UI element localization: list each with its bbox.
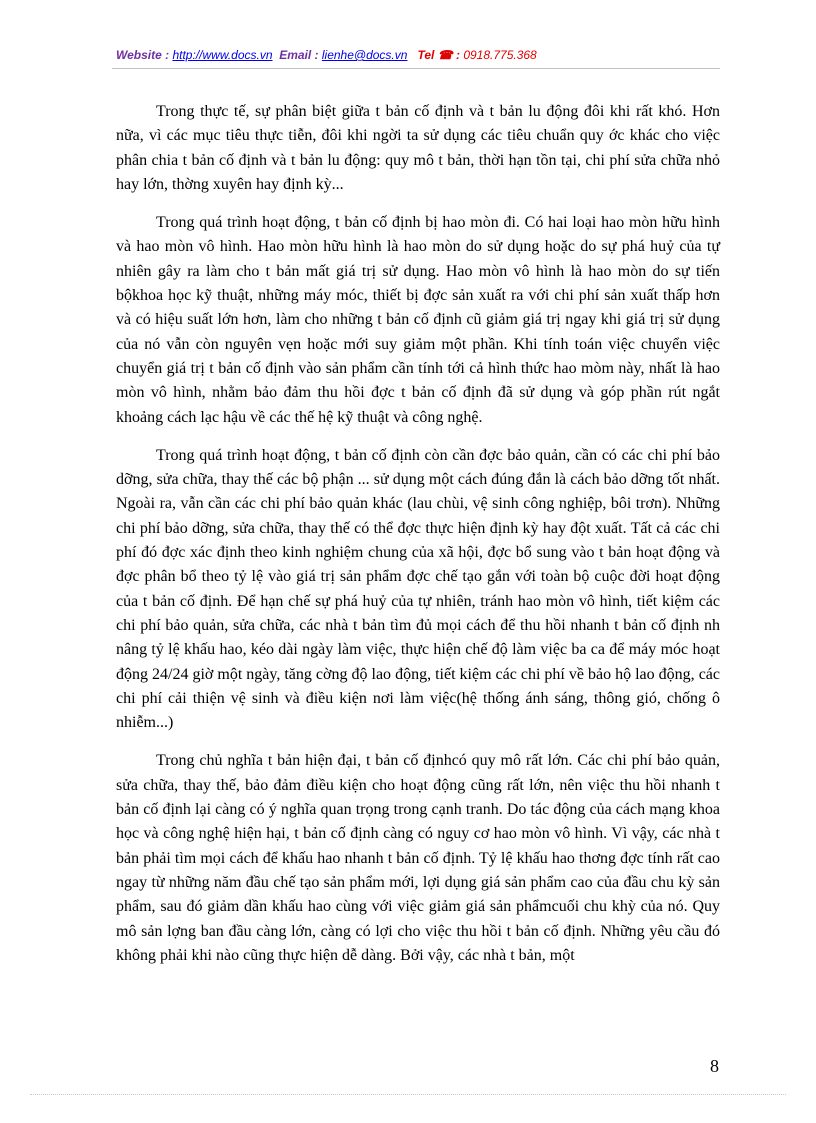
- tel-label: Tel ☎ :: [417, 48, 464, 62]
- paragraph: Trong chủ nghĩa t bản hiện đại, t bản cố địnhcó quy mô rất lớn. Các chi phí bảo quản, sửa chữa, thay thế, bảo đảm điều kiện cho hoạt động cũng rất lớn, nên việc thu hồi nhanh t bản cố định lại càng có ý nghĩa quan trọng trong cạnh tranh. Do tác động của cách mạng khoa học và công nghệ hiện hại, t bản cố định càng có nguy cơ hao mòn vô hình. Vì vậy, các nhà t bản phải tìm mọi cách để khấu hao nhanh t bản cố định. Tỷ lệ khấu hao thơng đợc tính rất cao ngay từ những năm đầu chế tạo sản phẩm mới, lợi dụng giá sản phẩm cao của đầu chu kỳ sản phẩm, sau đó giảm dần khấu hao cùng với việc giảm giá sản phẩmcuối chu khỳ của nó. Quy mô sản lợng ban đầu càng lớn, càng có lợi cho việc thu hồi t bản cố định. Những yêu cầu đó không phải khi nào cũng thực hiện dễ dàng. Bởi vậy, các nhà t bản, một: [116, 752, 720, 964]
- email-link[interactable]: lienhe@docs.vn: [321, 48, 408, 62]
- tel-value: 0918.775.368: [463, 48, 537, 62]
- email-label: Email :: [279, 48, 322, 62]
- website-link[interactable]: http://www.docs.vn: [172, 48, 273, 62]
- paragraph: Trong thực tế, sự phân biệt giữa t bản cố định và t bản lu động đôi khi rất khó. Hơn nữa, vì các mục tiêu thực tiễn, đôi khi ngời ta sử dụng các tiêu chuẩn quy ớc khác cho việc phân chia t bản cố định và t bản lu động: quy mô t bản, thời hạn tồn tại, chi phí sửa chữa nhỏ hay lớn, thờng xuyên hay định kỳ...: [116, 103, 720, 193]
- page-body: [116, 100, 720, 982]
- header-divider: [112, 68, 720, 69]
- paragraph: Trong quá trình hoạt động, t bản cố định bị hao mòn đi. Có hai loại hao mòn hữu hình và hao mòn vô hình. Hao mòn hữu hình là hao mòn do sử dụng hoặc do sự phá huỷ của tự nhiên gây ra làm cho t bản mất giá trị sử dụng. Hao mòn vô hình là hao mòn do sự tiến bộkhoa học kỹ thuật, những máy móc, thiết bị đợc sản xuất ra với chi phí sản xuất thấp hơn và có hiệu suất lớn hơn, làm cho những t bản cố định cũ giảm giá trị ngay khi giá trị sử dụng của nó vẫn còn nguyên vẹn hoặc mới suy giảm một phần. Khi tính toán việc chuyển việc chuyển giá trị t bản cố định vào sản phẩm cần tính tới cả hình thức hao mòm này, nhất là hao mòn vô hình, nhằm bảo đảm thu hồi đợc t bản cố định đã sử dụng và góp phần rút ngắt khoảng cách lạc hậu về các thế hệ kỹ thuật và công nghệ.: [116, 214, 720, 426]
- page-header: [116, 48, 537, 62]
- website-label: Website :: [116, 48, 173, 62]
- page-bottom-divider: [30, 1094, 786, 1095]
- page-number: 8: [710, 1056, 719, 1076]
- paragraph: Trong quá trình hoạt động, t bản cố định còn cần đợc bảo quản, cần có các chi phí bảo dỡng, sửa chữa, thay thế các bộ phận ... sử dụng một cách đúng đắn là cách bảo dỡng tốt nhất. Ngoài ra, vẫn cần các chi phí bảo quản khác (lau chùi, vệ sinh công nghiệp, bôi trơn). Những chi phí bảo dỡng, sửa chữa, thay thế có thể đợc thực hiện định kỳ hay đột xuất. Tất cả các chi phí đó đợc xác định theo kinh nghiệm chung của xã hội, đợc bổ sung vào t bản hoạt động và đợc phân bổ theo tỷ lệ vào giá trị sản phẩm đợc chế tạo gắn với toàn bộ cuộc đời hoạt động của t bản cố định. Để hạn chế sự phá huỷ của tự nhiên, tránh hao mòn vô hình, tiết kiệm các chi phí bảo quản, sửa chữa, các nhà t bản tìm đủ mọi cách để thu hồi nhanh t bản cố định nh nâng tỷ lệ khấu hao, kéo dài ngày làm việc, thực hiện chế độ làm việc ba ca để máy móc hoạt động 24/24 giờ một ngày, tăng cờng độ lao động, tiết kiệm các chi phí về bảo hộ lao động, các chi phí cải thiện vệ sinh và điều kiện nơi làm việc(hệ thống ánh sáng, thông gió, chống ô nhiễm...): [116, 446, 720, 732]
